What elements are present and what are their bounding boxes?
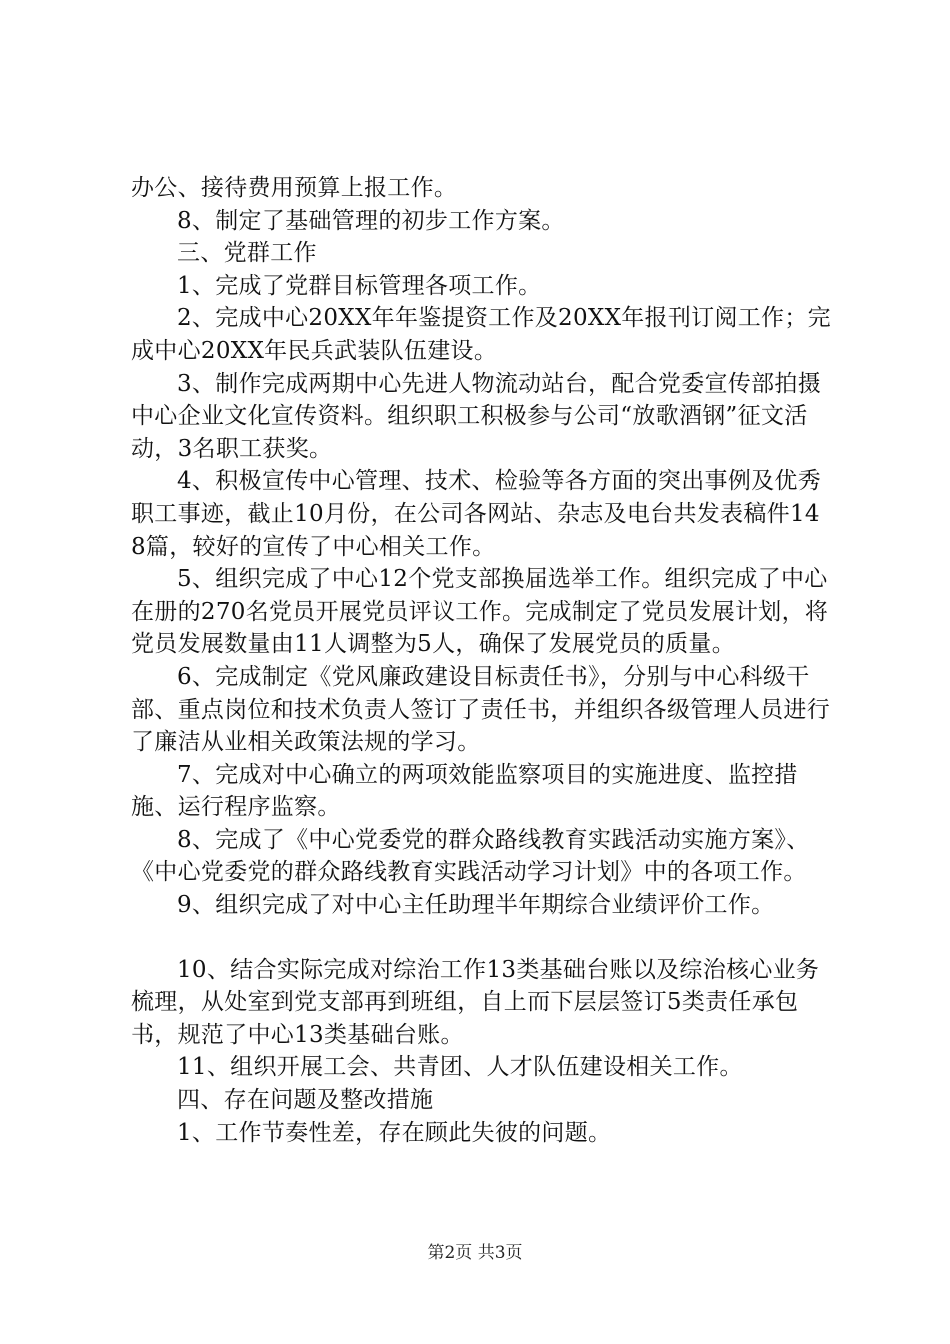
- paragraph-continuation: 办公、接待费用预算上报工作。: [131, 175, 458, 201]
- document-body: [131, 172, 831, 1149]
- paragraph-item: 3、制作完成两期中心先进人物流动站台，配合党委宣传部拍摄中心企业文化宣传资料。组织职工积极参与公司“放歌酒钢”征文活动，3名职工获奖。: [131, 370, 822, 462]
- paragraph-item: 7、完成对中心确立的两项效能监察项目的实施进度、监控措施、运行程序监察。: [131, 761, 798, 821]
- paragraph-item: 10、结合实际完成对综治工作13类基础台账以及综治核心业务梳理，从处室到党支部再到班组，自上而下层层签订5类责任承包书，规范了中心13类基础台账。: [131, 956, 820, 1048]
- page-number-footer: 第2页 共3页: [427, 1243, 523, 1263]
- paragraph-item: 11、组织开展工会、共青团、人才队伍建设相关工作。: [177, 1054, 743, 1081]
- section-heading: 三、党群工作: [177, 240, 317, 267]
- paragraph-item: 2、完成中心20XX年年鉴提资工作及20XX年报刊订阅工作；完成中心20XX年民兵武装队伍建设。: [131, 305, 831, 364]
- paragraph-item: 1、完成了党群目标管理各项工作。: [177, 272, 542, 299]
- paragraph-item: 5、组织完成了中心12个党支部换届选举工作。组织完成了中心在册的270名党员开展党员评议工作。完成制定了党员发展计划，将党员发展数量由11人调整为5人，确保了发展党员的质量。: [131, 566, 829, 658]
- paragraph-item: 4、积极宣传中心管理、技术、检验等各方面的突出事例及优秀职工事迹，截止10月份，在公司各网站、杂志及电台共发表稿件148篇，较好的宣传了中心相关工作。: [131, 468, 822, 560]
- paragraph-item: 6、完成制定《党风廉政建设目标责任书》，分别与中心科级干部、重点岗位和技术负责人签订了责任书，并组织各级管理人员进行了廉洁从业相关政策法规的学习。: [131, 663, 830, 756]
- paragraph-item: 1、工作节奏性差，存在顾此失彼的问题。: [177, 1119, 612, 1146]
- section-heading: 四、存在问题及整改措施: [177, 1087, 434, 1114]
- paragraph-item: 8、完成了《中心党委党的群众路线教育实践活动实施方案》、《中心党委党的群众路线教育实践活动学习计划》中的各项工作。: [131, 826, 810, 886]
- paragraph-item: 9、组织完成了对中心主任助理半年期综合业绩评价工作。: [177, 892, 775, 919]
- paragraph-item: 8、制定了基础管理的初步工作方案。: [177, 207, 565, 234]
